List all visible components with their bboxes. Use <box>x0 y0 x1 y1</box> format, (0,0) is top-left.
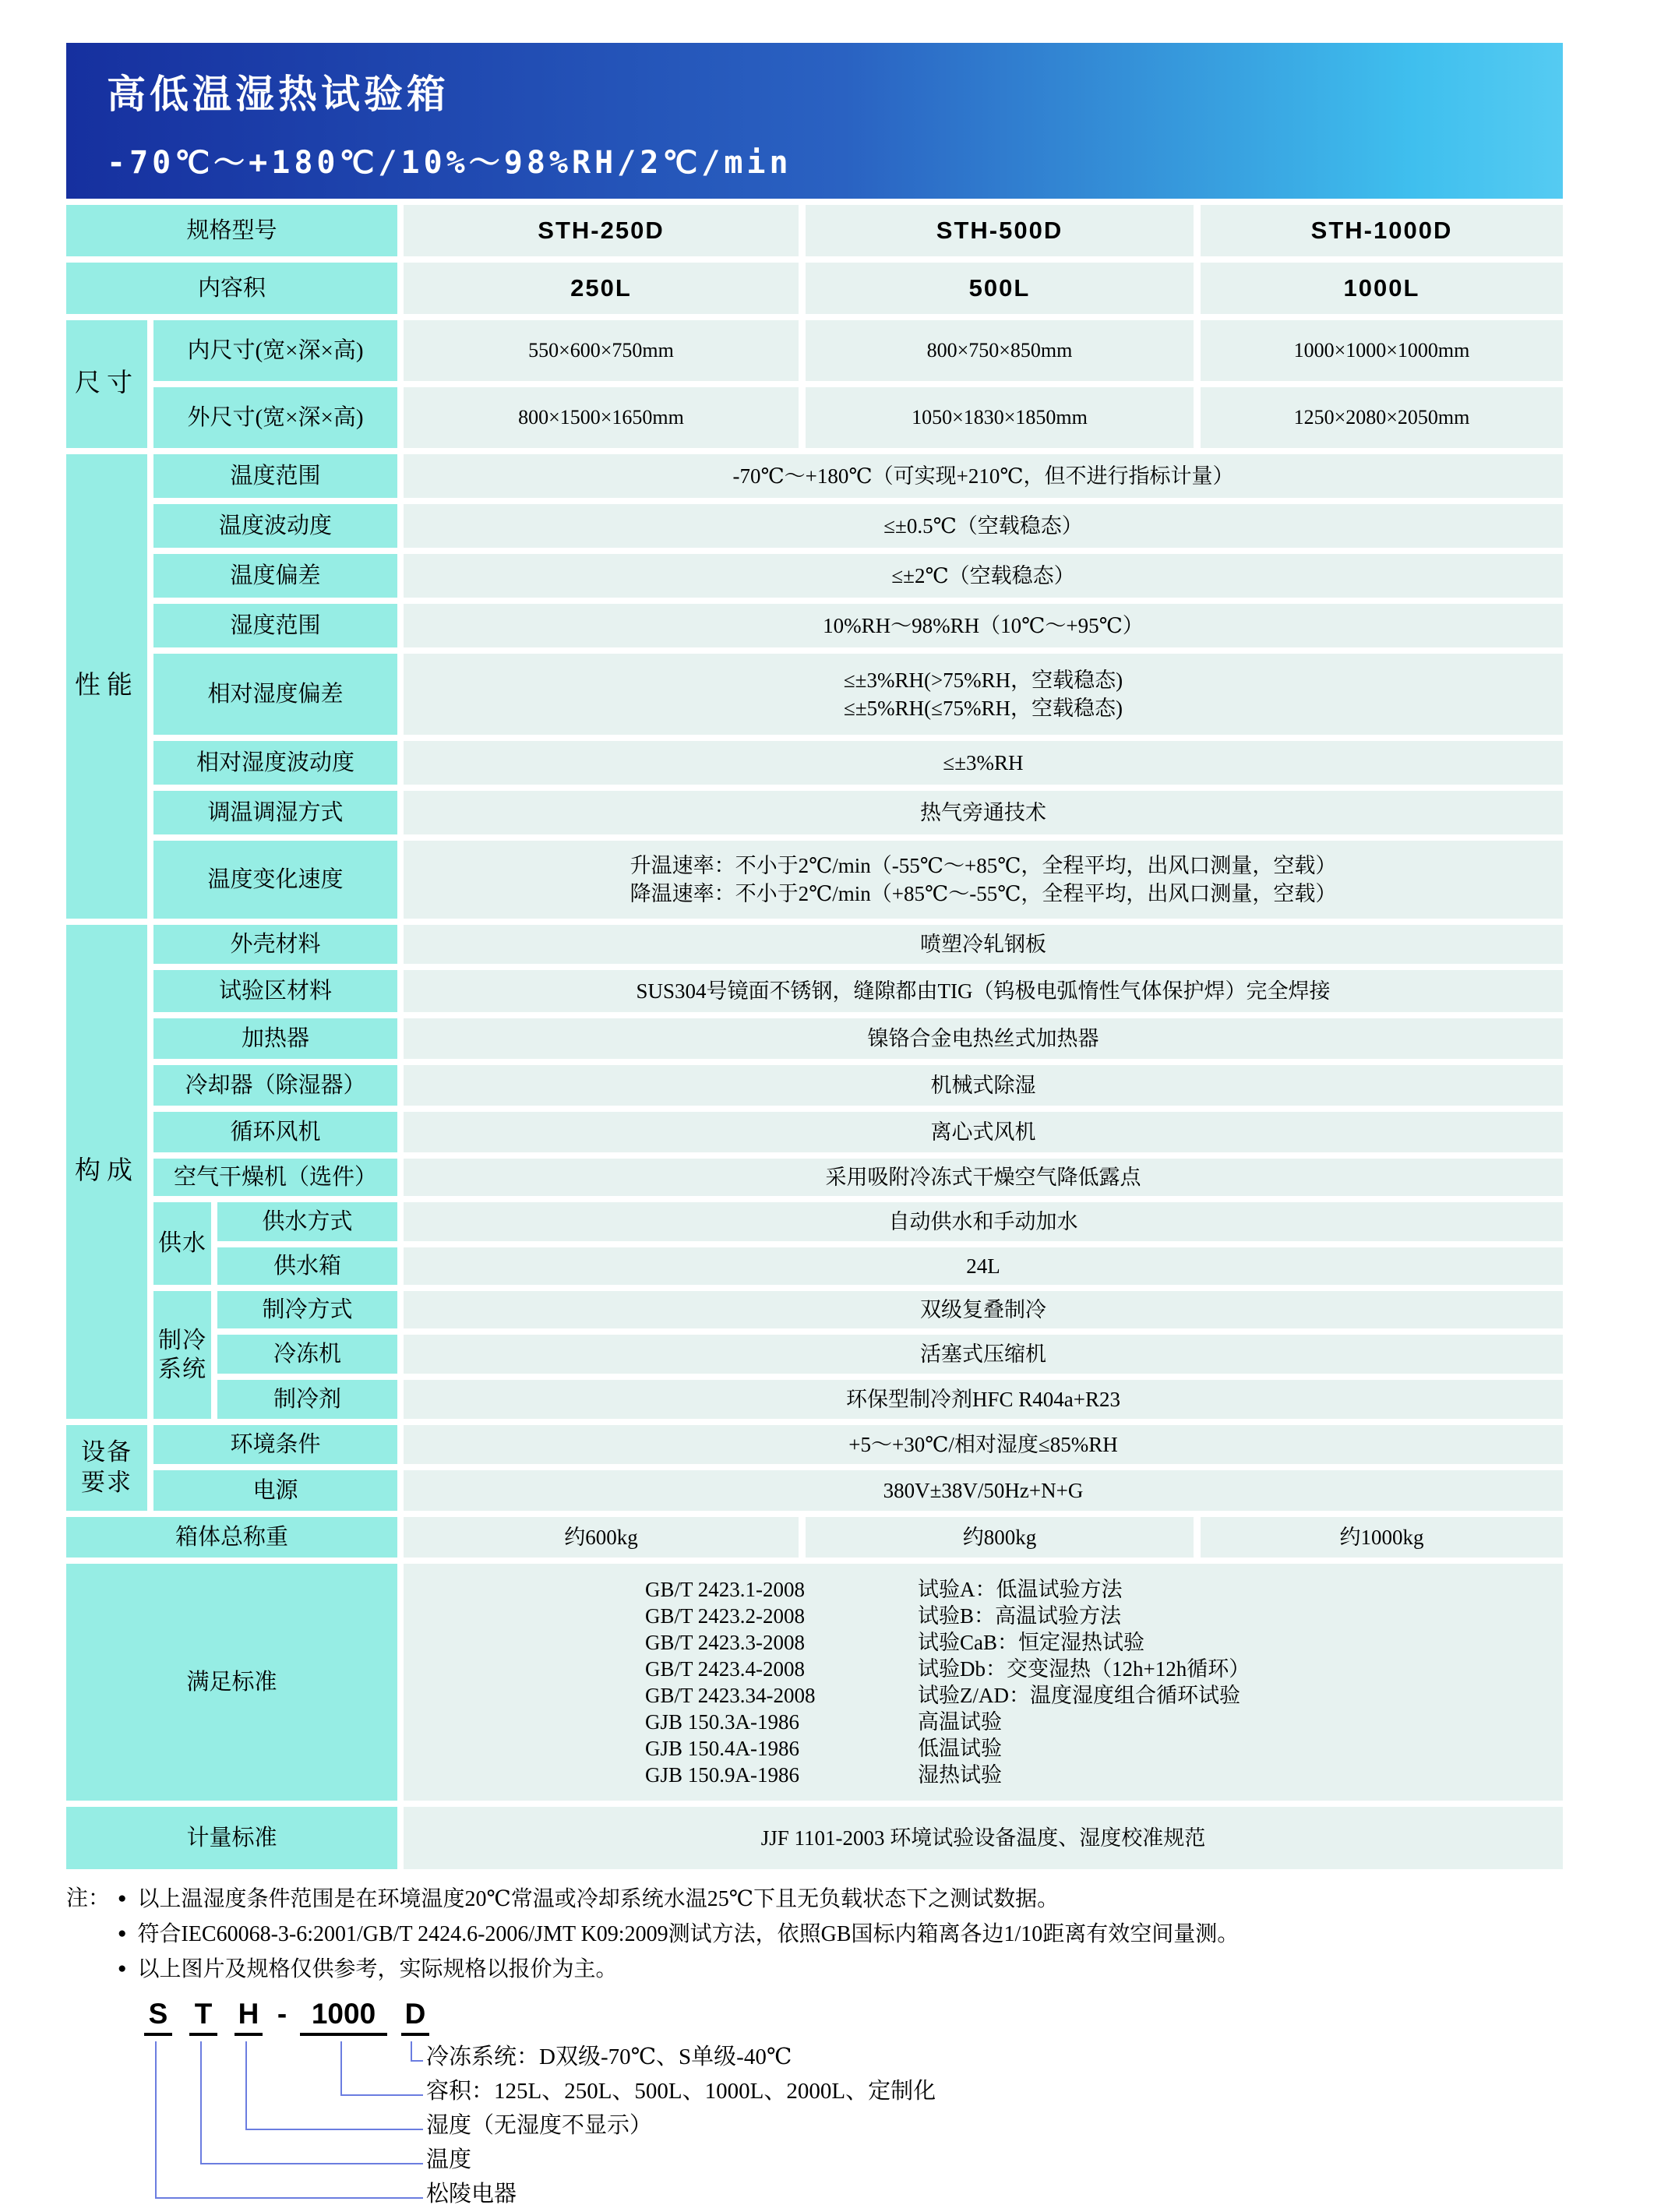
size-rows <box>153 320 1563 448</box>
standard-code: GB/T 2423.2-2008 <box>645 1604 806 1628</box>
model-value-cell: STH-250D <box>404 205 799 256</box>
code-segment: 1000 <box>300 1998 387 2036</box>
row-label: 冷却器（除湿器） <box>153 1065 397 1106</box>
outer-size-label: 外尺寸(宽×深×高) <box>153 387 397 448</box>
value-line: 升温速率：不小于2℃/min（-55℃～+85℃，全程平均，出风口测量，空载） <box>629 853 1337 877</box>
standard-code: GJB 150.9A-1986 <box>645 1763 800 1787</box>
row-value <box>404 1291 1563 1328</box>
notes-list <box>118 1882 1239 1987</box>
table-row <box>217 1247 1563 1285</box>
row-label: 试验区材料 <box>153 970 397 1012</box>
row-label: 外壳材料 <box>153 925 397 964</box>
weight-row-values <box>404 1517 1563 1558</box>
row-label: 供水方式 <box>217 1202 397 1241</box>
row-value <box>404 504 1563 548</box>
row-value <box>404 1065 1563 1106</box>
standard-code: GJB 150.3A-1986 <box>645 1710 800 1734</box>
value-cell: 自动供水和手动加水 <box>404 1202 1563 1241</box>
volume-value-cell: 1000L <box>1201 263 1563 314</box>
table-row <box>153 970 1563 1012</box>
weight-value-cell: 约1000kg <box>1201 1517 1563 1558</box>
standard-code: GB/T 2423.1-2008 <box>645 1578 806 1601</box>
table-row <box>153 1159 1563 1196</box>
model-row-label: 规格型号 <box>66 205 397 256</box>
table-row <box>153 1112 1563 1152</box>
bullet-icon: ● <box>118 1890 127 1907</box>
value-cell: 喷塑冷轧钢板 <box>404 925 1563 964</box>
row-value <box>404 454 1563 498</box>
row-value <box>404 1112 1563 1152</box>
row-value <box>404 1202 1563 1241</box>
row-model <box>66 205 1563 256</box>
value-cell: 环保型制冷剂HFC R404a+R23 <box>404 1380 1563 1419</box>
table-row <box>153 320 1563 381</box>
table-row <box>153 504 1563 548</box>
row-label: 制冷剂 <box>217 1380 397 1419</box>
bullet-icon: ● <box>118 1960 127 1977</box>
standard-desc: 试验B：高温试验方法 <box>918 1604 1122 1628</box>
table-row <box>217 1380 1563 1419</box>
volume-value-cell: 500L <box>806 263 1194 314</box>
note-item <box>118 1952 1239 1987</box>
row-value <box>404 925 1563 964</box>
standard-item <box>645 1762 1563 1788</box>
standard-desc: 试验CaB：恒定湿热试验 <box>918 1631 1145 1654</box>
composition-rows <box>153 925 1563 1419</box>
volume-row-label: 内容积 <box>66 263 397 314</box>
standards-row-label: 满足标准 <box>66 1564 397 1801</box>
spec-sheet <box>66 43 1563 2211</box>
table-row <box>153 1470 1563 1511</box>
row-label: 循环风机 <box>153 1112 397 1152</box>
legend-item: 松陵电器 <box>426 2182 517 2207</box>
requirements-group-label <box>66 1425 147 1511</box>
note-text: 符合IEC60068-3-6:2001/GB/T 2424.6-2006/JMT K09:2009测试方法，依照GB国标内箱离各边1/10距离有效空间量测。 <box>137 1922 1240 1946</box>
value-cell: 380V±38V/50Hz+N+G <box>404 1470 1563 1511</box>
value-cell: 采用吸附冷冻式干燥空气降低露点 <box>404 1159 1563 1196</box>
row-value <box>404 1807 1563 1869</box>
standard-desc: 湿热试验 <box>918 1763 1002 1787</box>
row-label: 温度偏差 <box>153 554 397 598</box>
standard-desc: 高温试验 <box>918 1710 1002 1734</box>
standard-item <box>645 1682 1563 1709</box>
value-cell: SUS304号镜面不锈钢，缝隙都由TIG（钨极电弧惰性气体保护焊）完全焊接 <box>404 970 1563 1012</box>
row-weight <box>66 1517 1563 1558</box>
row-value <box>404 841 1563 919</box>
model-code-diagram <box>66 1998 1563 2211</box>
table-row <box>153 1018 1563 1059</box>
page-subtitle: -70℃～+180℃/10%～98%RH/2℃/min <box>107 145 792 181</box>
section-requirements <box>66 1425 1563 1511</box>
weight-value-cell: 约600kg <box>404 1517 799 1558</box>
row-label: 相对湿度波动度 <box>153 741 397 785</box>
standard-item <box>645 1576 1563 1603</box>
legend-item: 冷冻系统：D双级-70℃、S单级-40℃ <box>426 2044 792 2069</box>
standard-desc: 低温试验 <box>918 1737 1002 1760</box>
size-value-cell: 800×750×850mm <box>806 320 1194 381</box>
row-value <box>404 1425 1563 1464</box>
row-label: 温度波动度 <box>153 504 397 548</box>
row-label: 环境条件 <box>153 1425 397 1464</box>
row-label: 温度变化速度 <box>153 841 397 919</box>
value-cell: 10%RH～98%RH（10℃～+95℃） <box>404 604 1563 647</box>
group-label-line: 设备 <box>81 1438 132 1466</box>
value-cell: 离心式风机 <box>404 1112 1563 1152</box>
page-title: 高低温湿热试验箱 <box>107 72 450 116</box>
row-label: 湿度范围 <box>153 604 397 647</box>
inner-size-label: 内尺寸(宽×深×高) <box>153 320 397 381</box>
row-value <box>404 1380 1563 1419</box>
row-standards <box>66 1564 1563 1801</box>
legend-item: 温度 <box>426 2147 472 2172</box>
value-cell: +5～+30℃/相对湿度≤85%RH <box>404 1425 1563 1464</box>
requirements-rows <box>153 1425 1563 1511</box>
table-row <box>153 1065 1563 1106</box>
bullet-icon: ● <box>118 1925 127 1942</box>
row-label: 相对湿度偏差 <box>153 654 397 735</box>
row-volume <box>66 263 1563 314</box>
inner-size-values <box>404 320 1563 381</box>
standard-item <box>645 1629 1563 1656</box>
value-cell: 活塞式压缩机 <box>404 1335 1563 1374</box>
value-cell: ≤±3%RH <box>404 741 1563 785</box>
value-cell: 镍铬合金电热丝式加热器 <box>404 1018 1563 1059</box>
table-row <box>153 791 1563 834</box>
table-row <box>217 1335 1563 1374</box>
water-rows <box>217 1202 1563 1285</box>
code-segment: D <box>401 1998 429 2036</box>
performance-rows <box>153 454 1563 919</box>
table-row <box>153 387 1563 448</box>
row-value <box>404 554 1563 598</box>
subgroup-water <box>153 1202 1563 1285</box>
table-row <box>153 454 1563 498</box>
size-value-cell: 1000×1000×1000mm <box>1201 320 1563 381</box>
standard-code: GB/T 2423.4-2008 <box>645 1657 806 1681</box>
row-value <box>404 1470 1563 1511</box>
legend-item: 容积：125L、250L、500L、1000L、2000L、定制化 <box>426 2079 936 2104</box>
note-item <box>118 1882 1239 1917</box>
size-value-cell: 800×1500×1650mm <box>404 387 799 448</box>
row-value <box>404 970 1563 1012</box>
table-row <box>217 1291 1563 1328</box>
value-cell: 双级复叠制冷 <box>404 1291 1563 1328</box>
size-value-cell: 1050×1830×1850mm <box>806 387 1194 448</box>
refrigeration-rows <box>217 1291 1563 1419</box>
model-value-cell: STH-1000D <box>1201 205 1563 256</box>
value-cell: -70℃～+180℃（可实现+210℃，但不进行指标计量） <box>404 454 1563 498</box>
section-performance <box>66 454 1563 919</box>
value-cell <box>404 654 1563 735</box>
standard-item <box>645 1735 1563 1762</box>
size-value-cell: 1250×2080×2050mm <box>1201 387 1563 448</box>
note-text: 以上图片及规格仅供参考，实际规格以报价为主。 <box>137 1957 618 1981</box>
standard-code: GB/T 2423.34-2008 <box>645 1684 816 1707</box>
standard-item <box>645 1709 1563 1735</box>
table-row <box>153 925 1563 964</box>
section-size <box>66 320 1563 448</box>
connector-line <box>155 2041 423 2199</box>
row-value <box>404 1247 1563 1285</box>
volume-row-values <box>404 263 1563 314</box>
model-value-cell: STH-500D <box>806 205 1194 256</box>
composition-group-label: 构成 <box>66 925 147 1419</box>
note-text: 以上温湿度条件范围是在环境温度20℃常温或冷却系统水温25℃下且无负载状态下之测试数据。 <box>137 1887 1060 1911</box>
row-calibration <box>66 1807 1563 1869</box>
row-label: 加热器 <box>153 1018 397 1059</box>
value-line: ≤±3%RH(>75%RH，空载稳态) <box>843 668 1123 692</box>
legend-item: 湿度（无湿度不显示） <box>426 2113 653 2138</box>
row-value <box>404 1018 1563 1059</box>
standard-code: GB/T 2423.3-2008 <box>645 1631 806 1654</box>
row-value <box>404 1335 1563 1374</box>
standard-item <box>645 1656 1563 1682</box>
standard-desc: 试验Db：交变湿热（12h+12h循环） <box>918 1657 1250 1681</box>
subgroup-refrigeration <box>153 1291 1563 1419</box>
value-cell: 机械式除湿 <box>404 1065 1563 1106</box>
table-row <box>153 654 1563 735</box>
value-cell <box>404 841 1563 919</box>
code-segment: T <box>189 1998 217 2036</box>
notes <box>66 1882 1563 1987</box>
value-cell: ≤±2℃（空载稳态） <box>404 554 1563 598</box>
row-value <box>404 741 1563 785</box>
group-label-line: 制冷 <box>158 1327 206 1353</box>
group-label-line: 系统 <box>158 1356 206 1382</box>
header-banner <box>66 43 1563 199</box>
water-group-label: 供水 <box>153 1202 211 1285</box>
row-label: 温度范围 <box>153 454 397 498</box>
value-cell: 热气旁通技术 <box>404 791 1563 834</box>
table-row <box>153 1425 1563 1464</box>
code-segment: H <box>235 1998 263 2036</box>
table-row <box>153 604 1563 647</box>
size-group-label: 尺寸 <box>66 320 147 448</box>
section-composition <box>66 925 1563 1419</box>
table-row <box>217 1202 1563 1241</box>
standard-item <box>645 1603 1563 1629</box>
row-label: 冷冻机 <box>217 1335 397 1374</box>
value-cell: ≤±0.5℃（空载稳态） <box>404 504 1563 548</box>
value-line: 降温速率：不小于2℃/min（+85℃～-55℃，全程平均，出风口测量，空载） <box>629 882 1337 905</box>
value-line: ≤±5%RH(≤75%RH，空载稳态) <box>844 697 1123 720</box>
size-value-cell: 550×600×750mm <box>404 320 799 381</box>
group-label-line: 要求 <box>81 1469 132 1496</box>
performance-group-label: 性能 <box>66 454 147 919</box>
row-label: 制冷方式 <box>217 1291 397 1328</box>
row-value <box>404 604 1563 647</box>
row-label: 电源 <box>153 1470 397 1511</box>
note-item <box>118 1917 1239 1952</box>
standard-desc: 试验A：低温试验方法 <box>918 1578 1123 1601</box>
volume-value-cell: 250L <box>404 263 799 314</box>
standards-list <box>404 1564 1563 1801</box>
row-value <box>404 791 1563 834</box>
row-value <box>404 654 1563 735</box>
standard-desc: 试验Z/AD：温度湿度组合循环试验 <box>918 1684 1240 1707</box>
table-row <box>153 841 1563 919</box>
value-cell: 24L <box>404 1247 1563 1285</box>
row-value <box>404 1159 1563 1196</box>
outer-size-values <box>404 387 1563 448</box>
row-label: 调温调湿方式 <box>153 791 397 834</box>
weight-value-cell: 约800kg <box>806 1517 1194 1558</box>
code-segment: S <box>144 1998 172 2036</box>
standard-code: GJB 150.4A-1986 <box>645 1737 800 1760</box>
notes-prefix: 注： <box>66 1886 111 1910</box>
row-label: 空气干燥机（选件） <box>153 1159 397 1196</box>
calibration-row-label: 计量标准 <box>66 1807 397 1869</box>
calibration-value-cell: JJF 1101-2003 环境试验设备温度、湿度校准规范 <box>404 1807 1563 1869</box>
table-row <box>153 554 1563 598</box>
standards-values <box>404 1564 1563 1801</box>
row-label: 供水箱 <box>217 1247 397 1285</box>
refrigeration-group-label <box>153 1291 211 1419</box>
weight-row-label: 箱体总称重 <box>66 1517 397 1558</box>
code-segment: - <box>277 1998 287 2030</box>
model-row-values <box>404 205 1563 256</box>
table-row <box>153 741 1563 785</box>
